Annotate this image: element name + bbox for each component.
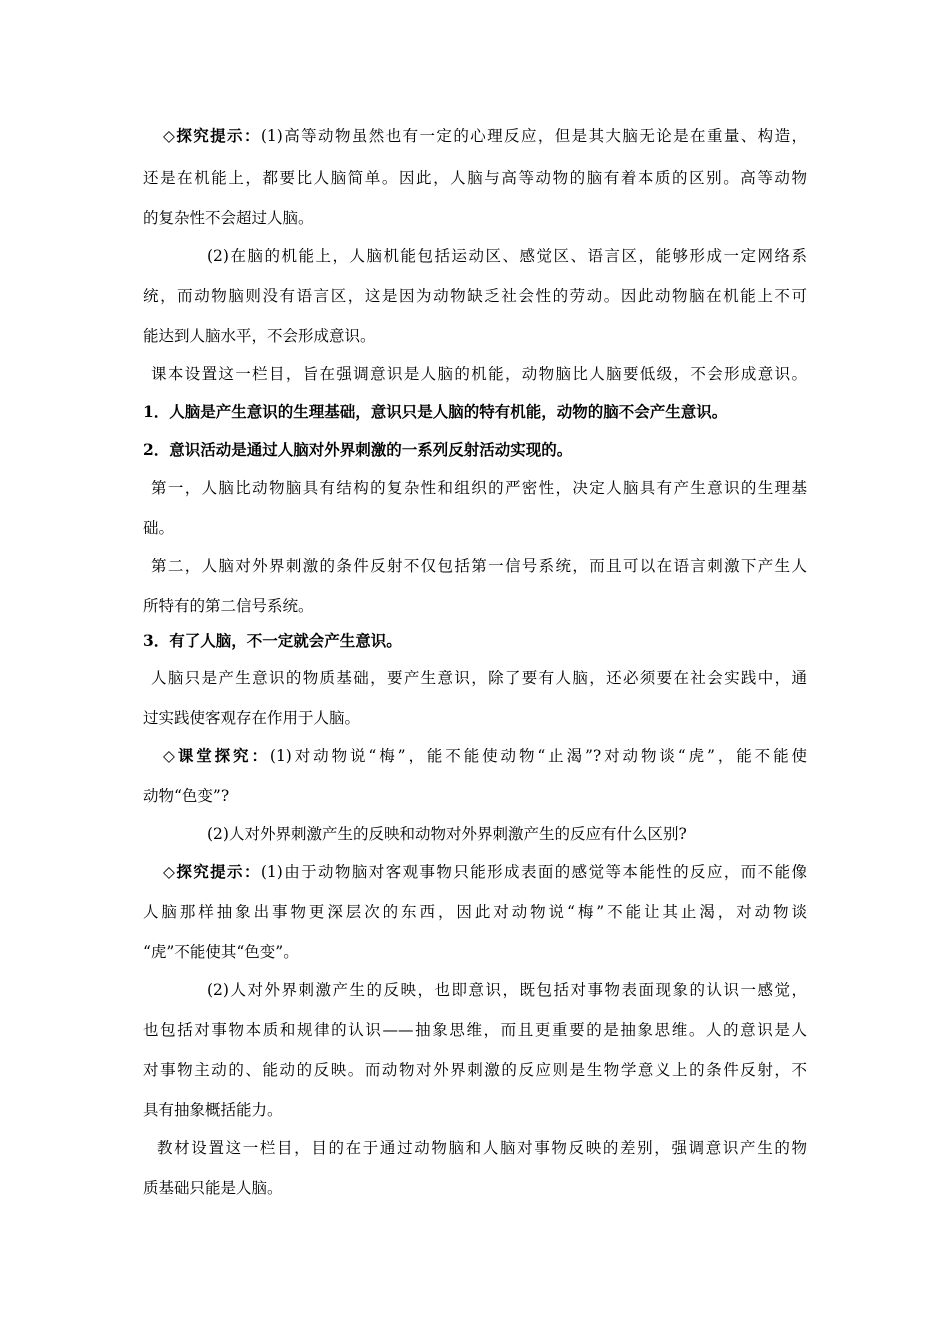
paragraph-line: 对事物主动的、能动的反映。而动物对外界刺激的反应则是生物学意义上的条件反射，不 [143,1061,807,1079]
paragraph-line [143,737,807,775]
paragraph-line: (2)人对外界刺激产生的反映，也即意识，既包括对事物表面现象的认识一感觉， [207,981,807,999]
paragraph-line: 具有抽象概括能力。 [143,1101,283,1119]
paragraph-line: 的复杂性不会超过人脑。 [143,209,314,227]
section-label: ◇探究提示： [163,862,261,881]
text-run: (1)对动物说“梅”，能不能使动物“止渴”?对动物谈“虎”，能不能使 [269,747,808,765]
section-label: ◇探究提示： [163,126,261,145]
paragraph-line: “虎”不能使其“色变”。 [143,943,299,961]
text-run: (1)由于动物脑对客观事物只能形成表面的感觉等本能性的反应，而不能像 [260,863,807,881]
paragraph-line: 课本设置这一栏目，旨在强调意识是人脑的机能，动物脑比人脑要低级，不会形成意识。 [151,365,807,383]
paragraph-line [143,853,807,891]
paragraph-line: 还是在机能上，都要比人脑简单。因此，人脑与高等动物的脑有着本质的区别。高等动物 [143,169,807,187]
paragraph-line: 教材设置这一栏目，目的在于通过动物脑和人脑对事物反映的差别，强调意识产生的物 [157,1139,807,1157]
paragraph-line: 也包括对事物本质和规律的认识——抽象思维，而且更重要的是抽象思维。人的意识是人 [143,1021,807,1039]
section-label: ◇课堂探究： [163,746,270,765]
paragraph-line: 人脑那样抽象出事物更深层次的东西，因此对动物说“梅”不能让其止渴，对动物谈 [143,903,807,921]
paragraph-line: 人脑只是产生意识的物质基础，要产生意识，除了要有人脑，还必须要在社会实践中，通 [151,669,807,687]
paragraph-line: 质基础只能是人脑。 [143,1179,283,1197]
paragraph-line: 第二，人脑对外界刺激的条件反射不仅包括第一信号系统，而且可以在语言刺激下产生人 [151,557,807,575]
numbered-heading: 3．有了人脑，不一定就会产生意识。 [143,631,402,650]
paragraph-line: 统，而动物脑则没有语言区，这是因为动物缺乏社会性的劳动。因此动物脑在机能上不可 [143,287,807,305]
paragraph-line: 所特有的第二信号系统。 [143,597,314,615]
paragraph-line: 础。 [143,519,175,537]
paragraph-line: 动物“色变”? [143,787,230,805]
numbered-heading: 1．人脑是产生意识的生理基础，意识只是人脑的特有机能，动物的脑不会产生意识。 [143,402,728,421]
paragraph-line: (2)在脑的机能上，人脑机能包括运动区、感觉区、语言区，能够形成一定网络系 [207,247,807,265]
numbered-heading: 2．意识活动是通过人脑对外界刺激的一系列反射活动实现的。 [143,440,573,459]
paragraph-line: 第一，人脑比动物脑具有结构的复杂性和组织的严密性，决定人脑具有产生意识的生理基 [151,479,807,497]
paragraph-line: 过实践使客观存在作用于人脑。 [143,709,361,727]
paragraph-line: 能达到人脑水平，不会形成意识。 [143,327,376,345]
paragraph-line: (2)人对外界刺激产生的反映和动物对外界刺激产生的反应有什么区别? [207,825,687,843]
text-run: (1)高等动物虽然也有一定的心理反应，但是其大脑无论是在重量、构造， [260,127,807,145]
paragraph-line [143,117,807,155]
